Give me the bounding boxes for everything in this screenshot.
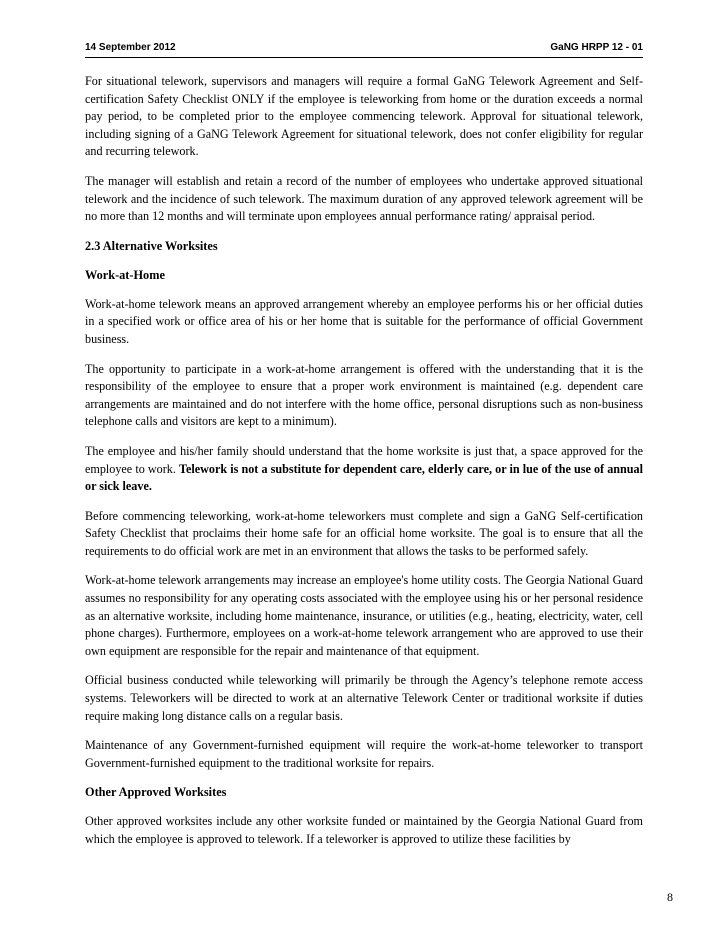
paragraph-official-business: Official business conducted while teleworking will primarily be through the Agency’s telephone remote access systems. Teleworkers will be directed to work at an alternative Telework Center or traditional worksite if duties require making long distance calls on a regular basis. [85, 673, 643, 723]
paragraph-manager-record: The manager will establish and retain a record of the number of employees who undertake approved situational telework and the incidence of such telework. The maximum duration of any approved telework agreement will be no more than 12 months and will terminate upon employees annual performance rating/ appraisal period. [85, 173, 643, 224]
paragraph-home-worksite-emphasis: Telework is not a substitute for dependent care, elderly care, or in lue of the use of annual or sick leave. [85, 461, 643, 494]
paragraph-other-worksites: Other approved worksites include any other worksite funded or maintained by the Georgia National Guard from which the employee is approved to telework. If a teleworker is approved to utilize these facilities by [85, 814, 643, 846]
paragraph-equipment-maintenance: Maintenance of any Government-furnished equipment will require the work-at-home teleworker to transport Government-furnished equipment to the traditional worksite for repairs. [85, 738, 643, 770]
paragraph-utility-costs: Work-at-home telework arrangements may increase an employee's home utility costs. The Georgia National Guard assumes no responsibility for any operating costs associated with the employee using his or her personal residence as an alternative worksite, including home maintenance, insurance, or utilities (e.g., heating, electricity, water, cell phone charges). Furthermore, employees on a work-at-home telework arrangement who are approved to use their own equipment are responsible for the repair and maintenance of that equipment. [85, 573, 643, 658]
subheading-work-at-home: Work-at-Home [85, 267, 165, 282]
paragraph-work-at-home-definition: Work-at-home telework means an approved arrangement whereby an employee performs his or her official duties in a specified work or office area of his or her home that is suitable for the performance of official Government business. [85, 296, 643, 346]
header-divider [85, 57, 643, 58]
paragraph-home-worksite [85, 443, 643, 496]
paragraph-work-environment: The opportunity to participate in a work-at-home arrangement is offered with the understanding that it is the responsibility of the employee to ensure that a proper work environment is maintained (e.g. dependent care arrangements are maintained and do not interfere with the home office, personal disruptions such as non-business telephone calls and visitors are kept to a minimum). [85, 361, 643, 429]
header-document-id: GaNG HRPP 12 - 01 [550, 42, 643, 53]
paragraph-home-worksite-text: The employee and his/her family should understand that the home worksite is just that, a space approved for the employee to work. [85, 443, 643, 476]
paragraph-situational-telework: For situational telework, supervisors and managers will require a formal GaNG Telework Agreement and Self-certification Safety Checklist ONLY if the employee is teleworking from home or the duration exceeds a normal pay period, to be completed prior to the employee commencing telework. Approval for situational telework, including signing of a GaNG Telework Agreement for situational telework, does not confer eligibility for regular and recurring telework. [85, 74, 643, 159]
page-number: 8 [667, 890, 673, 904]
paragraph-safety-checklist: Before commencing teleworking, work-at-home teleworkers must complete and sign a GaNG Self-certification Safety Checklist that proclaims their home safe for an official home worksite. The goal is to ensure that all the requirements to do official work are met in an environment that allows the tasks to be performed safely. [85, 508, 643, 558]
subheading-other-approved-worksites: Other Approved Worksites [85, 785, 227, 800]
section-heading-alternative-worksites: 2.3 Alternative Worksites [85, 238, 218, 253]
document-body [85, 73, 643, 861]
header-date: 14 September 2012 [85, 42, 176, 53]
page-header [85, 41, 643, 57]
